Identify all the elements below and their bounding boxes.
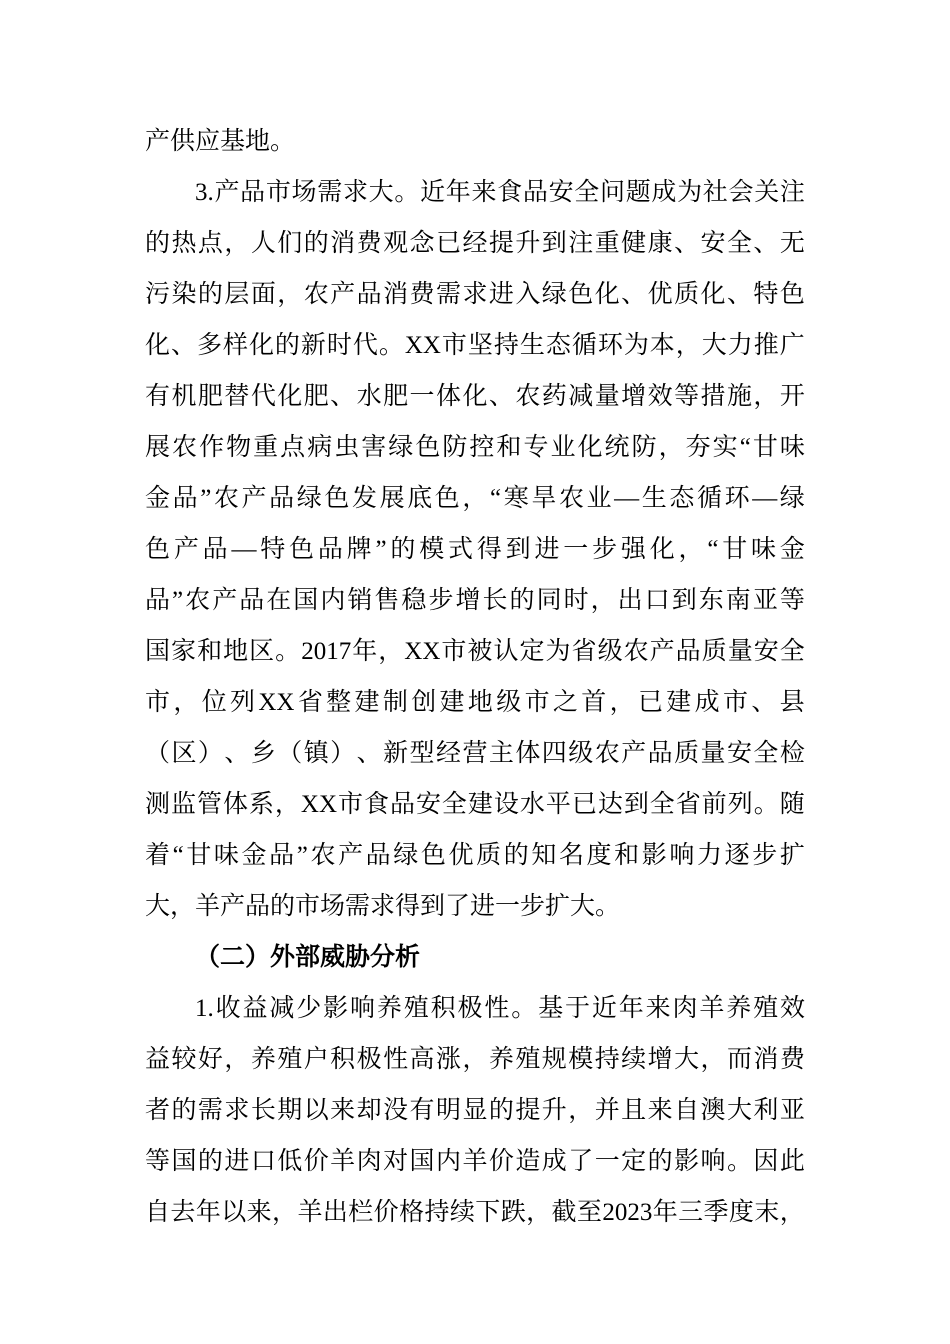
- body-line: 的 热 点 ， 人 们 的 消 费 观 念 已 经 提 升 到 注 重 健 康 、 安 全 、 无: [145, 230, 805, 257]
- body-line: 金 品 ” 农 产 品 绿 色 发 展 底 色 ， “ 寒 旱 农 业 — 生 态 循 环 — 绿: [145, 485, 805, 512]
- body-line: 3. 产 品 市 场 需 求 大 。 近 年 来 食 品 安 全 问 题 成 为 社 会 关 注: [195, 179, 805, 206]
- body-line: 品 ” 农 产 品 在 国 内 销 售 稳 步 增 长 的 同 时 ， 出 口 到 东 南 亚 等: [145, 587, 805, 614]
- body-line: 产供应基地。: [145, 128, 296, 155]
- body-line: 大，羊产品的市场需求得到了进一步扩大。: [145, 893, 621, 920]
- body-line: 者 的 需 求 长 期 以 来 却 没 有 明 显 的 提 升 ， 并 且 来 自 澳 大 利 亚: [145, 1097, 805, 1124]
- body-line: 展 农 作 物 重 点 病 虫 害 绿 色 防 控 和 专 业 化 统 防 ， 夯 实 “ 甘 味: [145, 434, 805, 461]
- heading-line: （二）外部威胁分析: [195, 944, 421, 971]
- body-line: 测 监 管 体 系 ， XX 市 食 品 安 全 建 设 水 平 已 达 到 全 省 前 列 。 随: [145, 791, 805, 818]
- body-line: 自 去 年 以 来 ， 羊 出 栏 价 格 持 续 下 跌 ， 截 至 2023 年 三 季 度 末 ，: [145, 1199, 805, 1226]
- body-line: 着 “ 甘 味 金 品 ” 农 产 品 绿 色 优 质 的 知 名 度 和 影 响 力 逐 步 扩: [145, 842, 805, 869]
- body-line: 污 染 的 层 面 ， 农 产 品 消 费 需 求 进 入 绿 色 化 、 优 质 化 、 特 色: [145, 281, 805, 308]
- body-line: 国 家 和 地 区 。 2017 年 ， XX 市 被 认 定 为 省 级 农 产 品 质 量 安 全: [145, 638, 805, 665]
- body-line: 1. 收 益 减 少 影 响 养 殖 积 极 性 。 基 于 近 年 来 肉 羊 养 殖 效: [195, 995, 805, 1022]
- body-line: 有 机 肥 替 代 化 肥 、 水 肥 一 体 化 、 农 药 减 量 增 效 等 措 施 ， 开: [145, 383, 805, 410]
- text-body: [145, 116, 805, 1238]
- body-line: 市 ， 位 列 XX 省 整 建 制 创 建 地 级 市 之 首 ， 已 建 成 市 、 县: [145, 689, 805, 716]
- body-line: 色 产 品 — 特 色 品 牌 ” 的 模 式 得 到 进 一 步 强 化 ， “ 甘 味 金: [145, 536, 805, 563]
- body-line: （ 区 ） 、 乡 （ 镇 ） 、 新 型 经 营 主 体 四 级 农 产 品 质 量 安 全 检: [145, 740, 805, 767]
- body-line: 化 、 多 样 化 的 新 时 代 。 XX 市 坚 持 生 态 循 环 为 本 ， 大 力 推 广: [145, 332, 805, 359]
- body-line: 等 国 的 进 口 低 价 羊 肉 对 国 内 羊 价 造 成 了 一 定 的 影 响 。 因 此: [145, 1148, 805, 1175]
- body-line: 益 较 好 ， 养 殖 户 积 极 性 高 涨 ， 养 殖 规 模 持 续 增 大 ， 而 消 费: [145, 1046, 805, 1073]
